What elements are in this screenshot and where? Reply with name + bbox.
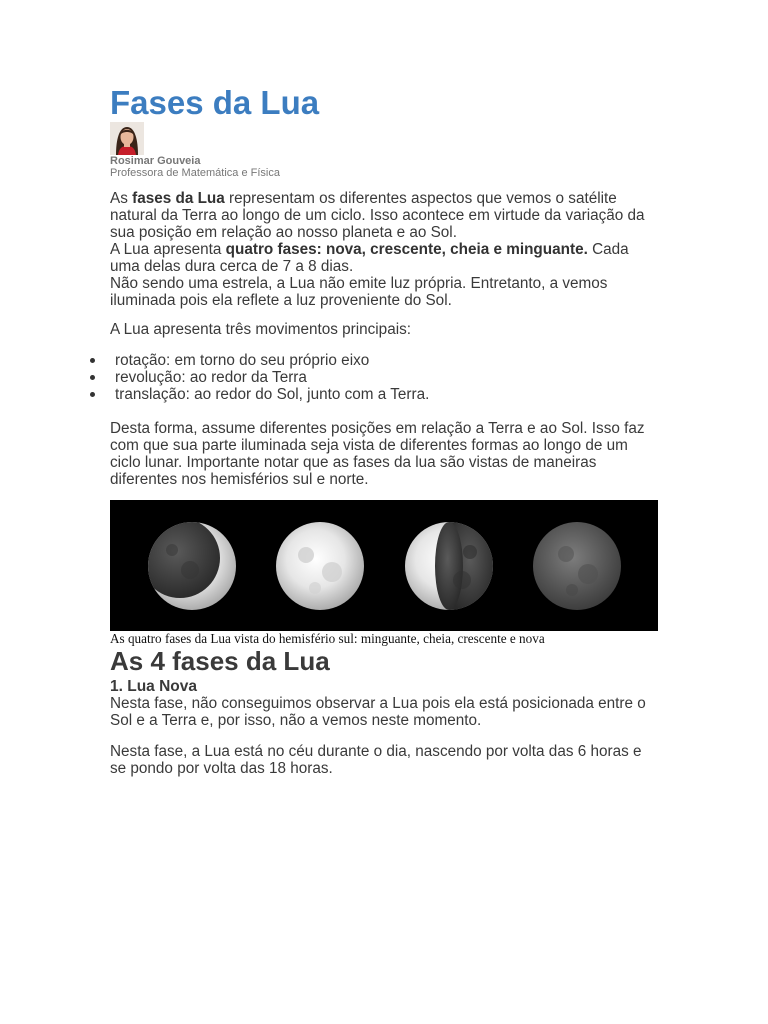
- page-title: Fases da Lua: [110, 84, 320, 121]
- movements-list: [90, 352, 429, 403]
- moon-minguante-icon: [140, 518, 236, 610]
- moon-nova-icon: [533, 522, 621, 610]
- positions-paragraph: Desta forma, assume diferentes posições em relação a Terra e ao Sol. Isso faz com que sua parte iluminada seja vista de diferentes formas ao longo de um ciclo lunar. Importante notar que as fases da lua são vistas de maneiras diferentes nos hemisférios sul e norte.: [110, 420, 645, 488]
- movements-intro: A Lua apresenta três movimentos principais:: [110, 321, 411, 338]
- lua-nova-paragraph-2: Nesta fase, a Lua está no céu durante o dia, nascendo por volta das 6 horas e se pondo por volta das 18 horas.: [110, 743, 642, 777]
- bullet-icon: [90, 375, 95, 380]
- intro-line-1: As fases da Lua representam os diferentes aspectos que vemos o satélite natural da Terra ao longo de um ciclo. Isso acontece em virtude da variação da sua posição em relação ao nosso planeta e ao Sol.: [110, 190, 645, 241]
- moon-phases-image: [110, 500, 658, 631]
- section-title: As 4 fases da Lua: [110, 646, 330, 676]
- list-item: rotação: em torno do seu próprio eixo: [90, 352, 429, 369]
- intro-line-2: A Lua apresenta quatro fases: nova, crescente, cheia e minguante. Cada uma delas dura cerca de 7 a 8 dias.: [110, 241, 629, 275]
- figure-caption: As quatro fases da Lua vista do hemisfério sul: minguante, cheia, crescente e nova: [110, 631, 545, 646]
- moon-phases-illustration: [110, 500, 658, 631]
- list-item: revolução: ao redor da Terra: [90, 369, 429, 386]
- author-photo: [110, 122, 144, 155]
- bold-fases-da-lua: fases da Lua: [132, 190, 225, 207]
- moon-cheia-icon: [276, 522, 364, 610]
- list-item: translação: ao redor do Sol, junto com a Terra.: [90, 386, 429, 403]
- lua-nova-paragraph-1: Nesta fase, não conseguimos observar a Lua pois ela está posicionada entre o Sol e a Terra e, por isso, não a vemos neste momento.: [110, 695, 646, 729]
- author-role: Professora de Matemática e Física: [110, 167, 280, 179]
- subsection-title: 1. Lua Nova: [110, 678, 197, 695]
- author-avatar: [110, 122, 144, 155]
- bullet-icon: [90, 392, 95, 397]
- intro-paragraph: [110, 190, 660, 309]
- bullet-icon: [90, 358, 95, 363]
- bold-quatro-fases: quatro fases: nova, crescente, cheia e minguante.: [225, 241, 588, 258]
- author-name: Rosimar Gouveia: [110, 155, 201, 167]
- moon-crescente-icon: [405, 520, 495, 612]
- intro-line-3: Não sendo uma estrela, a Lua não emite luz própria. Entretanto, a vemos iluminada pois ela reflete a luz proveniente do Sol.: [110, 275, 608, 309]
